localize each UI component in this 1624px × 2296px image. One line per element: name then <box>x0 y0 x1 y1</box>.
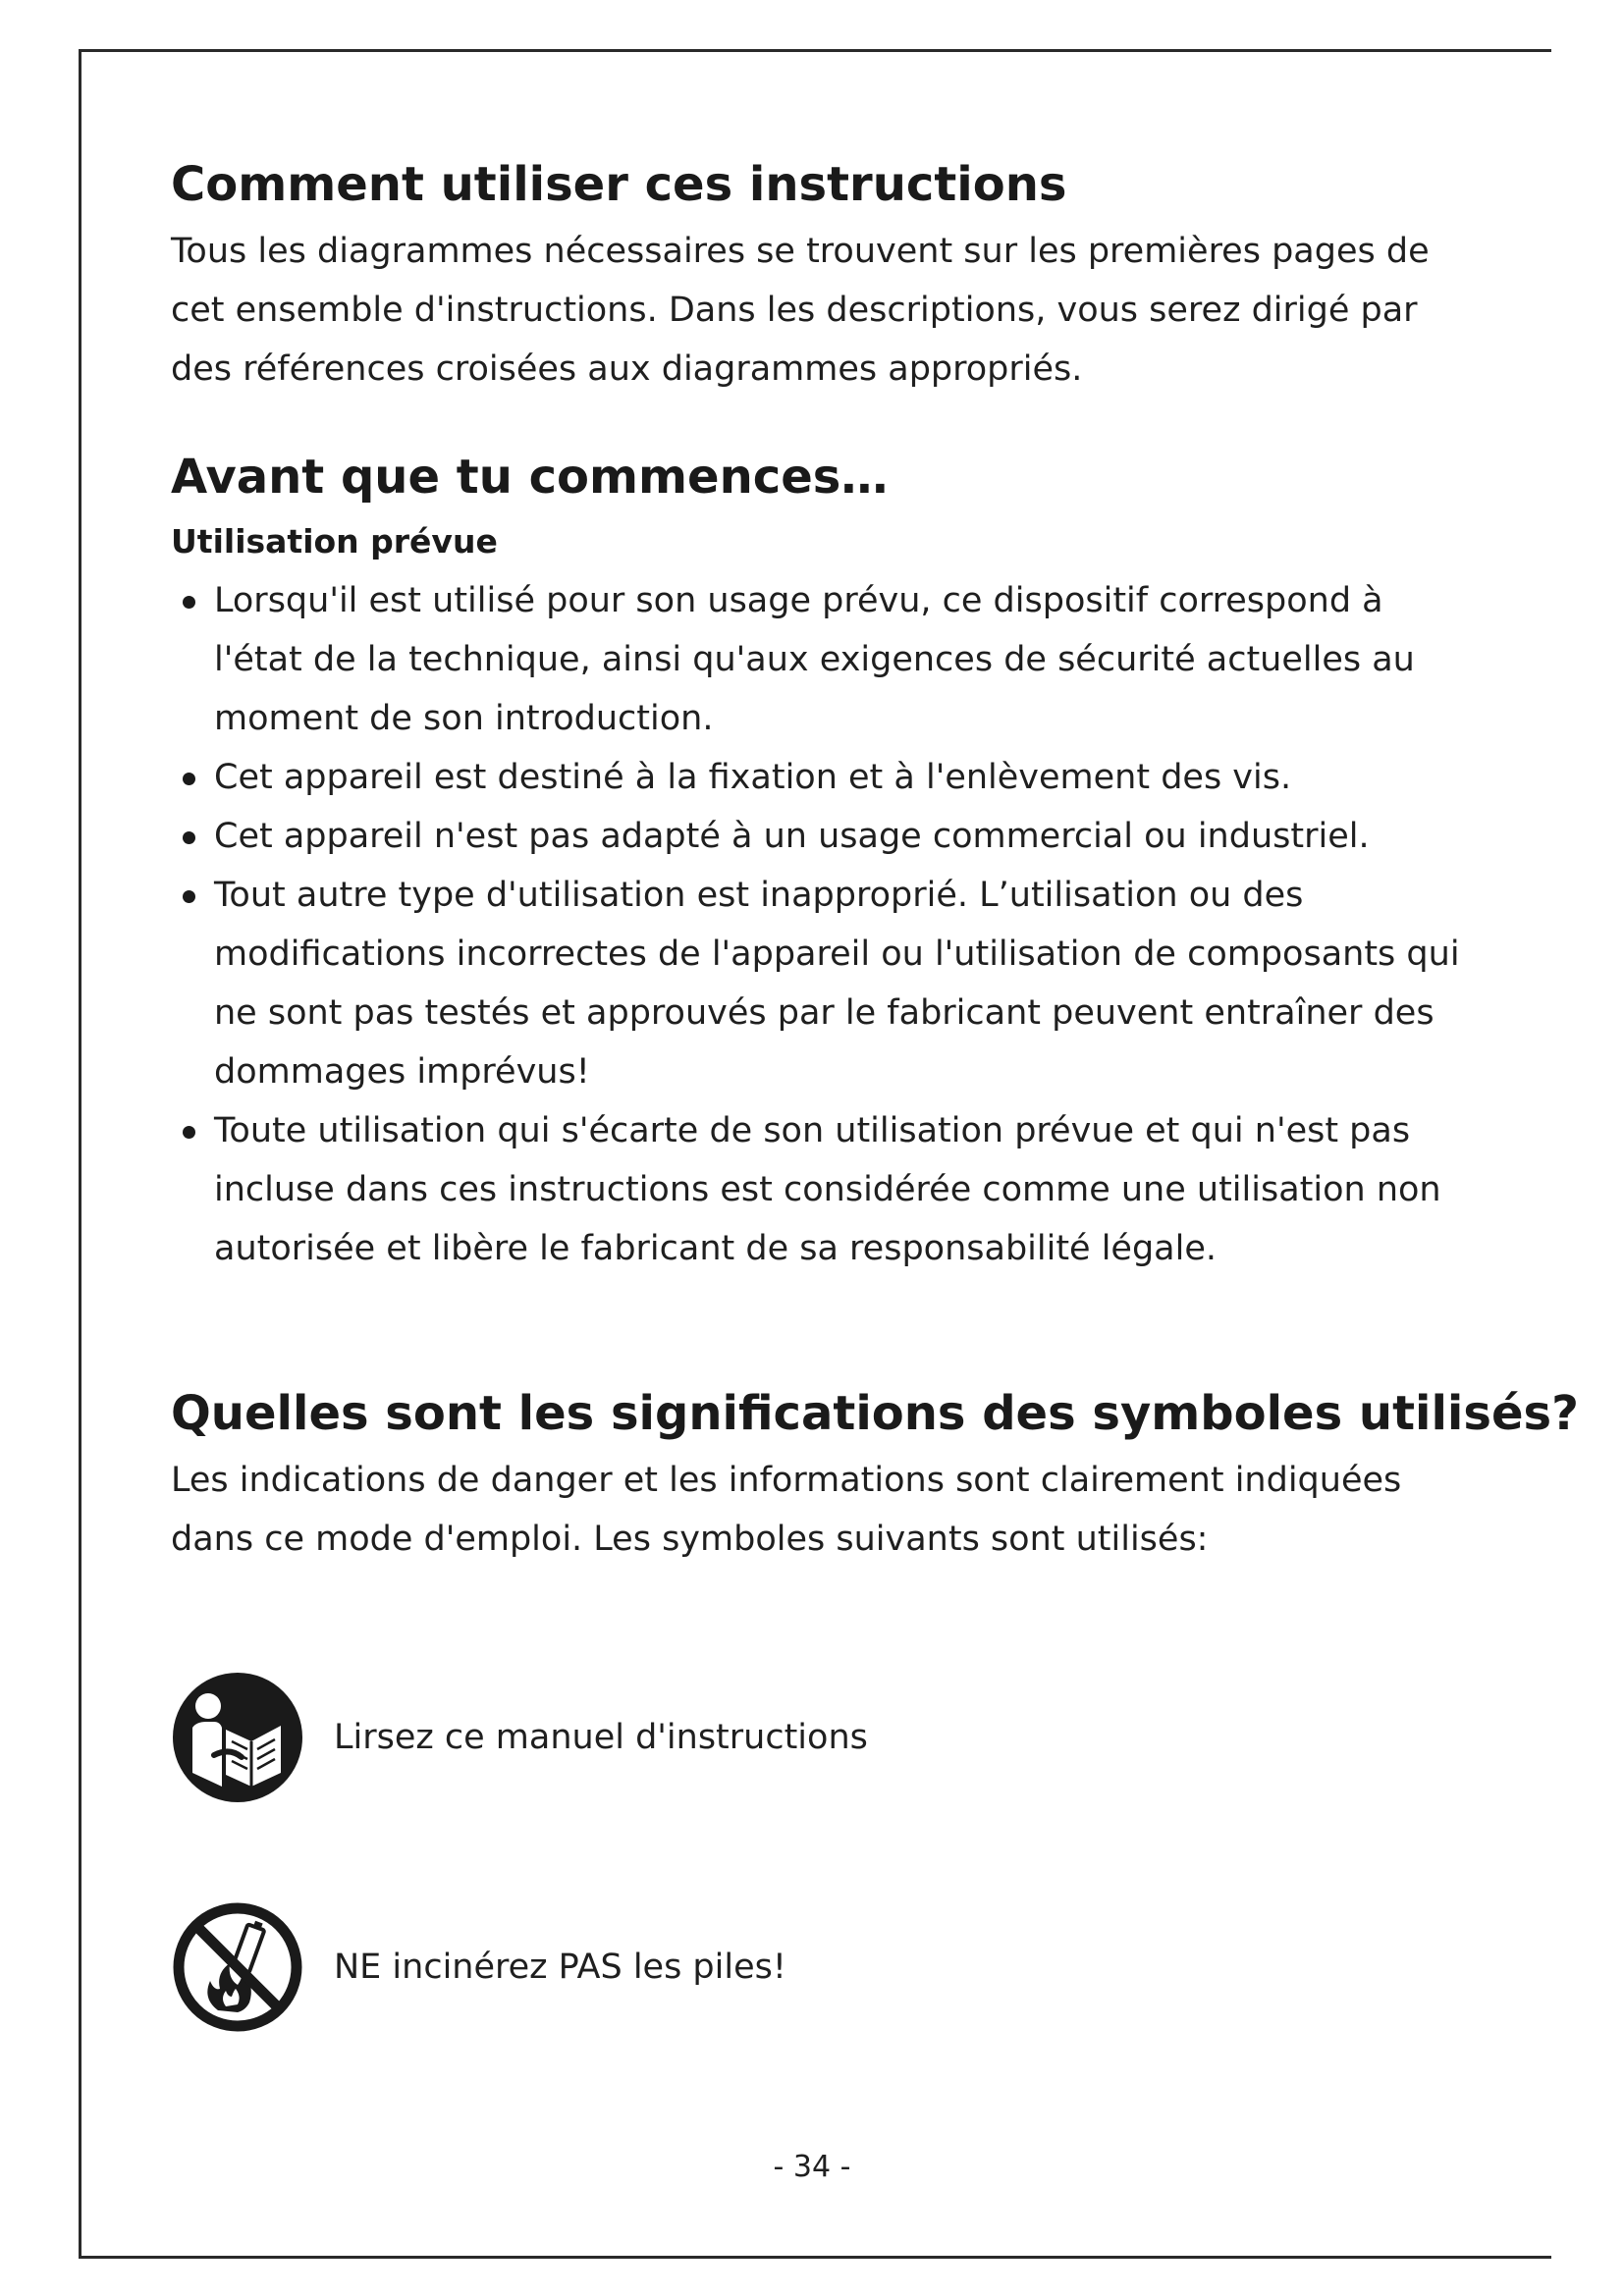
bullet-icon <box>183 831 195 844</box>
bullet-icon <box>183 890 195 903</box>
subheading-intended-use: Utilisation prévue <box>171 522 498 561</box>
heading-symbols: Quelles sont les significations des symboles utilisés? <box>171 1386 1579 1441</box>
paragraph-how-to-use: Tous les diagrammes nécessaires se trouvent sur les premières pages de cet ensemble d'instructions. Dans les descriptions, vous serez dirigé par des références croisées aux diagrammes appropriés. <box>171 232 1430 389</box>
page-frame-left <box>79 49 81 2258</box>
paragraph-symbols: Les indications de danger et les informations sont clairement indiquées dans ce mode d'emploi. Les symboles suivants sont utilisés: <box>171 1461 1402 1559</box>
read-manual-icon <box>171 1671 304 1804</box>
list-item-text: Cet appareil n'est pas adapté à un usage commercial ou industriel. <box>214 817 1370 856</box>
intended-use-list <box>171 571 1467 1278</box>
list-item-text: Tout autre type d'utilisation est inapproprié. L’utilisation ou des modifications incorrectes de l'appareil ou l'utilisation de composants qui ne sont pas testés et approuvés par le fabricant peuvent entraîner des dommages imprévus! <box>214 876 1460 1092</box>
symbol-row-no-incineration <box>171 1900 1349 2038</box>
symbol-label-read-manual: Lirsez ce manuel d'instructions <box>334 1718 868 1757</box>
symbol-label-no-incineration: NE incinérez PAS les piles! <box>334 1948 786 1987</box>
heading-how-to-use: Comment utiliser ces instructions <box>171 157 1067 212</box>
bullet-icon <box>183 773 195 785</box>
list-item-text: Toute utilisation qui s'écarte de son utilisation prévue et qui n'est pas incluse dans ces instructions est considérée comme une utilisation non autorisée et libère le fabricant de sa responsabilité légale. <box>214 1111 1441 1268</box>
no-battery-incineration-icon <box>171 1900 304 2034</box>
list-item <box>171 807 1467 866</box>
page-frame-top <box>79 49 1551 52</box>
page-number: - 34 - <box>773 2150 851 2184</box>
bullet-icon <box>183 596 195 609</box>
symbol-row-read-manual <box>171 1671 1349 1808</box>
bullet-icon <box>183 1126 195 1139</box>
list-item-text: Cet appareil est destiné à la fixation et à l'enlèvement des vis. <box>214 758 1292 797</box>
list-item <box>171 866 1467 1101</box>
list-item <box>171 1101 1467 1278</box>
list-item <box>171 571 1467 748</box>
page-frame-bottom <box>79 2256 1551 2259</box>
heading-before-start: Avant que tu commences… <box>171 450 889 505</box>
list-item-text: Lorsqu'il est utilisé pour son usage prévu, ce dispositif correspond à l'état de la technique, ainsi qu'aux exigences de sécurité actuelles au moment de son introduction. <box>214 581 1415 738</box>
list-item <box>171 748 1467 807</box>
